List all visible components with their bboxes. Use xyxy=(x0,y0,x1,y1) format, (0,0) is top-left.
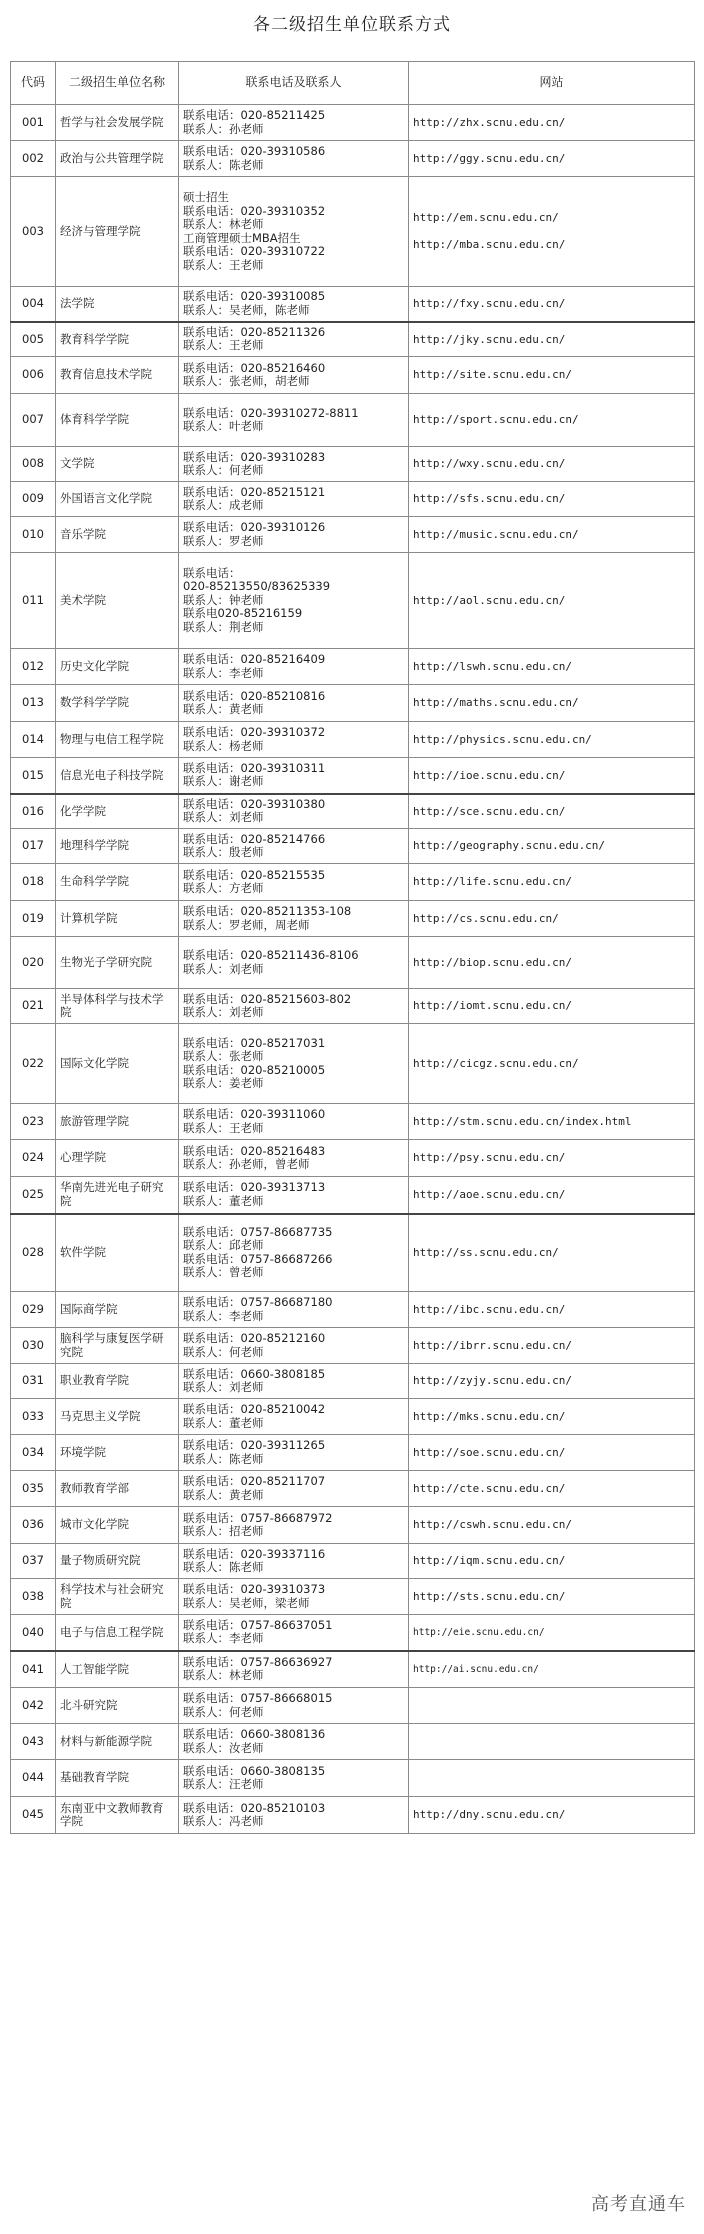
row-website: http://aoe.scnu.edu.cn/ xyxy=(409,1177,695,1214)
row-website: http://biop.scnu.edu.cn/ xyxy=(409,937,695,989)
row-website: http://em.scnu.edu.cn/ http://mba.scnu.edu.cn/ xyxy=(409,177,695,287)
header-code: 代码 xyxy=(11,62,56,105)
row-unit: 外国语言文化学院 xyxy=(56,482,179,517)
table-row xyxy=(11,901,695,937)
table-row xyxy=(11,1177,695,1214)
row-unit: 旅游管理学院 xyxy=(56,1104,179,1140)
table-row xyxy=(11,937,695,989)
table-row xyxy=(11,394,695,447)
table-row xyxy=(11,177,695,287)
table-row xyxy=(11,1615,695,1651)
row-unit: 华南先进光电子研究院 xyxy=(56,1177,179,1214)
row-unit: 脑科学与康复医学研究院 xyxy=(56,1328,179,1364)
row-code: 001 xyxy=(11,105,56,141)
row-contact: 联系电话：0757-86687180 联系人：李老师 xyxy=(179,1292,409,1328)
table-row xyxy=(11,1104,695,1140)
row-contact: 联系电话：0660-3808135 联系人：汪老师 xyxy=(179,1760,409,1797)
row-website: http://mks.scnu.edu.cn/ xyxy=(409,1399,695,1435)
row-website: http://ioe.scnu.edu.cn/ xyxy=(409,758,695,794)
row-contact: 联系电话：020-85211353-108 联系人：罗老师，周老师 xyxy=(179,901,409,937)
row-code: 042 xyxy=(11,1688,56,1724)
row-website: http://cte.scnu.edu.cn/ xyxy=(409,1471,695,1507)
row-code: 005 xyxy=(11,322,56,357)
row-code: 041 xyxy=(11,1651,56,1688)
table-row xyxy=(11,1797,695,1834)
row-website: http://wxy.scnu.edu.cn/ xyxy=(409,447,695,482)
row-contact: 联系电话：020-85216460 联系人：张老师，胡老师 xyxy=(179,357,409,394)
row-code: 044 xyxy=(11,1760,56,1797)
row-website: http://ibc.scnu.edu.cn/ xyxy=(409,1292,695,1328)
table-row xyxy=(11,1214,695,1292)
row-website: http://eie.scnu.edu.cn/ xyxy=(409,1615,695,1651)
table-row xyxy=(11,1651,695,1688)
row-contact: 联系电话：020-39310311 联系人：谢老师 xyxy=(179,758,409,794)
row-unit: 美术学院 xyxy=(56,553,179,649)
row-unit: 城市文化学院 xyxy=(56,1507,179,1544)
row-website: http://ggy.scnu.edu.cn/ xyxy=(409,141,695,177)
row-website: http://sce.scnu.edu.cn/ xyxy=(409,794,695,829)
row-unit: 数学科学学院 xyxy=(56,685,179,722)
row-code: 015 xyxy=(11,758,56,794)
row-contact: 联系电话：0757-86636927 联系人：林老师 xyxy=(179,1651,409,1688)
table-row xyxy=(11,1024,695,1104)
row-contact: 联系电话：020-39310380 联系人：刘老师 xyxy=(179,794,409,829)
row-contact: 联系电话：020-85211436-8106 联系人：刘老师 xyxy=(179,937,409,989)
row-website: http://life.scnu.edu.cn/ xyxy=(409,864,695,901)
row-code: 022 xyxy=(11,1024,56,1104)
table-row xyxy=(11,1399,695,1435)
page-title: 各二级招生单位联系方式 xyxy=(253,15,451,35)
row-unit: 化学学院 xyxy=(56,794,179,829)
row-unit: 职业教育学院 xyxy=(56,1364,179,1399)
row-unit: 文学院 xyxy=(56,447,179,482)
row-unit: 人工智能学院 xyxy=(56,1651,179,1688)
row-contact: 联系电话：020-85216409 联系人：李老师 xyxy=(179,649,409,685)
row-contact: 联系电话：020-39310272-8811 联系人：叶老师 xyxy=(179,394,409,447)
header-contact: 联系电话及联系人 xyxy=(179,62,409,105)
row-contact: 联系电话：0757-86687972 联系人：招老师 xyxy=(179,1507,409,1544)
row-contact: 联系电话：020-39310586 联系人：陈老师 xyxy=(179,141,409,177)
row-unit: 信息光电子科技学院 xyxy=(56,758,179,794)
row-contact: 联系电话：020-85210042 联系人：董老师 xyxy=(179,1399,409,1435)
row-unit: 政治与公共管理学院 xyxy=(56,141,179,177)
row-contact: 联系电话：0660-3808136 联系人：汝老师 xyxy=(179,1724,409,1760)
table-row xyxy=(11,829,695,864)
table-row xyxy=(11,322,695,357)
row-code: 043 xyxy=(11,1724,56,1760)
row-unit: 北斗研究院 xyxy=(56,1688,179,1724)
table-body xyxy=(11,105,695,1834)
row-code: 003 xyxy=(11,177,56,287)
row-unit: 法学院 xyxy=(56,287,179,322)
table-row xyxy=(11,1292,695,1328)
row-website: http://jky.scnu.edu.cn/ xyxy=(409,322,695,357)
row-contact: 联系电话：020-39310085 联系人：吴老师，陈老师 xyxy=(179,287,409,322)
row-code: 045 xyxy=(11,1797,56,1834)
row-code: 035 xyxy=(11,1471,56,1507)
row-website: http://maths.scnu.edu.cn/ xyxy=(409,685,695,722)
row-unit: 软件学院 xyxy=(56,1214,179,1292)
row-website: http://zhx.scnu.edu.cn/ xyxy=(409,105,695,141)
row-code: 019 xyxy=(11,901,56,937)
row-code: 012 xyxy=(11,649,56,685)
row-code: 036 xyxy=(11,1507,56,1544)
row-website: http://sts.scnu.edu.cn/ xyxy=(409,1579,695,1615)
row-unit: 电子与信息工程学院 xyxy=(56,1615,179,1651)
table-row xyxy=(11,649,695,685)
row-contact: 联系电话：020-85215603-802 联系人：刘老师 xyxy=(179,989,409,1024)
contacts-table xyxy=(10,61,695,1834)
table-row xyxy=(11,447,695,482)
row-code: 006 xyxy=(11,357,56,394)
watermark: 高考直通车 xyxy=(591,2194,686,2215)
row-website: http://fxy.scnu.edu.cn/ xyxy=(409,287,695,322)
row-code: 034 xyxy=(11,1435,56,1471)
row-website: http://psy.scnu.edu.cn/ xyxy=(409,1140,695,1177)
table-row xyxy=(11,1760,695,1797)
row-unit: 量子物质研究院 xyxy=(56,1544,179,1579)
row-contact: 联系电话：020-85217031 联系人：张老师 联系电话：020-85210005 联系人：姜老师 xyxy=(179,1024,409,1104)
row-website: http://physics.scnu.edu.cn/ xyxy=(409,722,695,758)
table-row xyxy=(11,482,695,517)
row-website: http://ai.scnu.edu.cn/ xyxy=(409,1651,695,1688)
row-contact: 联系电话：020-39311265 联系人：陈老师 xyxy=(179,1435,409,1471)
row-code: 007 xyxy=(11,394,56,447)
row-contact: 联系电话：020-85210816 联系人：黄老师 xyxy=(179,685,409,722)
row-unit: 经济与管理学院 xyxy=(56,177,179,287)
row-contact: 联系电话：020-85211425 联系人：孙老师 xyxy=(179,105,409,141)
table-row xyxy=(11,553,695,649)
table-row xyxy=(11,1507,695,1544)
row-unit: 东南亚中文教师教育学院 xyxy=(56,1797,179,1834)
row-contact: 联系电话：020-85212160 联系人：何老师 xyxy=(179,1328,409,1364)
row-unit: 体育科学学院 xyxy=(56,394,179,447)
row-unit: 生命科学学院 xyxy=(56,864,179,901)
table-row xyxy=(11,794,695,829)
row-code: 030 xyxy=(11,1328,56,1364)
row-website: http://sport.scnu.edu.cn/ xyxy=(409,394,695,447)
row-code: 037 xyxy=(11,1544,56,1579)
row-unit: 计算机学院 xyxy=(56,901,179,937)
row-code: 040 xyxy=(11,1615,56,1651)
row-website: http://zyjy.scnu.edu.cn/ xyxy=(409,1364,695,1399)
table-row xyxy=(11,287,695,322)
table-row xyxy=(11,1328,695,1364)
row-website: http://cs.scnu.edu.cn/ xyxy=(409,901,695,937)
row-website: http://music.scnu.edu.cn/ xyxy=(409,517,695,553)
row-code: 009 xyxy=(11,482,56,517)
row-website: http://sfs.scnu.edu.cn/ xyxy=(409,482,695,517)
row-website: http://ibrr.scnu.edu.cn/ xyxy=(409,1328,695,1364)
row-code: 017 xyxy=(11,829,56,864)
row-contact: 联系电话：020-39310373 联系人：吴老师，梁老师 xyxy=(179,1579,409,1615)
row-website: http://cswh.scnu.edu.cn/ xyxy=(409,1507,695,1544)
row-code: 004 xyxy=(11,287,56,322)
row-code: 033 xyxy=(11,1399,56,1435)
row-website: http://aol.scnu.edu.cn/ xyxy=(409,553,695,649)
row-code: 013 xyxy=(11,685,56,722)
header-website: 网站 xyxy=(409,62,695,105)
row-website: http://site.scnu.edu.cn/ xyxy=(409,357,695,394)
table-row xyxy=(11,1364,695,1399)
row-website: http://cicgz.scnu.edu.cn/ xyxy=(409,1024,695,1104)
table-row xyxy=(11,864,695,901)
row-contact: 硕士招生 联系电话：020-39310352 联系人：林老师 工商管理硕士MBA招生 联系电话：020-39310722 联系人：王老师 xyxy=(179,177,409,287)
row-contact: 联系电话：020-39310283 联系人：何老师 xyxy=(179,447,409,482)
row-unit: 心理学院 xyxy=(56,1140,179,1177)
row-contact: 联系电话：0757-86668015 联系人：何老师 xyxy=(179,1688,409,1724)
row-unit: 国际文化学院 xyxy=(56,1024,179,1104)
table-header-row xyxy=(11,62,695,105)
row-unit: 音乐学院 xyxy=(56,517,179,553)
row-contact: 联系电话： 020-85213550/83625339 联系人：钟老师 联系电020-85216159 联系人：荆老师 xyxy=(179,553,409,649)
row-contact: 联系电话：020-85215121 联系人：成老师 xyxy=(179,482,409,517)
row-unit: 国际商学院 xyxy=(56,1292,179,1328)
row-contact: 联系电话：0757-86637051 联系人：李老师 xyxy=(179,1615,409,1651)
row-code: 024 xyxy=(11,1140,56,1177)
row-unit: 物理与电信工程学院 xyxy=(56,722,179,758)
row-unit: 哲学与社会发展学院 xyxy=(56,105,179,141)
table-row xyxy=(11,1579,695,1615)
row-website xyxy=(409,1688,695,1724)
row-code: 014 xyxy=(11,722,56,758)
row-unit: 基础教育学院 xyxy=(56,1760,179,1797)
row-contact: 联系电话：0660-3808185 联系人：刘老师 xyxy=(179,1364,409,1399)
row-website xyxy=(409,1760,695,1797)
table-row xyxy=(11,989,695,1024)
row-website: http://geography.scnu.edu.cn/ xyxy=(409,829,695,864)
row-unit: 环境学院 xyxy=(56,1435,179,1471)
row-code: 023 xyxy=(11,1104,56,1140)
row-code: 028 xyxy=(11,1214,56,1292)
row-contact: 联系电话：020-85211707 联系人：黄老师 xyxy=(179,1471,409,1507)
row-website: http://iomt.scnu.edu.cn/ xyxy=(409,989,695,1024)
row-code: 011 xyxy=(11,553,56,649)
row-code: 010 xyxy=(11,517,56,553)
row-unit: 生物光子学研究院 xyxy=(56,937,179,989)
row-unit: 半导体科学与技术学院 xyxy=(56,989,179,1024)
row-code: 018 xyxy=(11,864,56,901)
row-code: 031 xyxy=(11,1364,56,1399)
table-row xyxy=(11,1724,695,1760)
row-contact: 联系电话：020-85216483 联系人：孙老师，曾老师 xyxy=(179,1140,409,1177)
row-code: 029 xyxy=(11,1292,56,1328)
row-unit: 教育科学学院 xyxy=(56,322,179,357)
row-unit: 教育信息技术学院 xyxy=(56,357,179,394)
row-unit: 马克思主义学院 xyxy=(56,1399,179,1435)
row-contact: 联系电话：020-85214766 联系人：殷老师 xyxy=(179,829,409,864)
header-unit: 二级招生单位名称 xyxy=(56,62,179,105)
table-row xyxy=(11,1544,695,1579)
row-contact: 联系电话：020-85210103 联系人：冯老师 xyxy=(179,1797,409,1834)
table-row xyxy=(11,1688,695,1724)
table-row xyxy=(11,1435,695,1471)
row-website: http://ss.scnu.edu.cn/ xyxy=(409,1214,695,1292)
row-contact: 联系电话：020-39337116 联系人：陈老师 xyxy=(179,1544,409,1579)
row-website xyxy=(409,1724,695,1760)
row-unit: 材料与新能源学院 xyxy=(56,1724,179,1760)
row-website: http://lswh.scnu.edu.cn/ xyxy=(409,649,695,685)
row-unit: 教师教育学部 xyxy=(56,1471,179,1507)
table-row xyxy=(11,105,695,141)
table-row xyxy=(11,758,695,794)
row-contact: 联系电话：020-39313713 联系人：董老师 xyxy=(179,1177,409,1214)
row-code: 021 xyxy=(11,989,56,1024)
row-website: http://soe.scnu.edu.cn/ xyxy=(409,1435,695,1471)
row-contact: 联系电话：020-39310126 联系人：罗老师 xyxy=(179,517,409,553)
row-code: 002 xyxy=(11,141,56,177)
table-row xyxy=(11,141,695,177)
row-contact: 联系电话：0757-86687735 联系人：邱老师 联系电话：0757-86687266 联系人：曾老师 xyxy=(179,1214,409,1292)
table-row xyxy=(11,517,695,553)
table-row xyxy=(11,357,695,394)
table-row xyxy=(11,685,695,722)
table-row xyxy=(11,1471,695,1507)
row-contact: 联系电话：020-39311060 联系人：王老师 xyxy=(179,1104,409,1140)
row-website: http://iqm.scnu.edu.cn/ xyxy=(409,1544,695,1579)
row-website: http://dny.scnu.edu.cn/ xyxy=(409,1797,695,1834)
table-row xyxy=(11,722,695,758)
row-contact: 联系电话：020-85215535 联系人：方老师 xyxy=(179,864,409,901)
row-code: 016 xyxy=(11,794,56,829)
row-contact: 联系电话：020-85211326 联系人：王老师 xyxy=(179,322,409,357)
row-code: 020 xyxy=(11,937,56,989)
row-unit: 科学技术与社会研究院 xyxy=(56,1579,179,1615)
row-code: 008 xyxy=(11,447,56,482)
row-contact: 联系电话：020-39310372 联系人：杨老师 xyxy=(179,722,409,758)
table-row xyxy=(11,1140,695,1177)
row-unit: 历史文化学院 xyxy=(56,649,179,685)
row-website: http://stm.scnu.edu.cn/index.html xyxy=(409,1104,695,1140)
row-code: 038 xyxy=(11,1579,56,1615)
row-unit: 地理科学学院 xyxy=(56,829,179,864)
row-code: 025 xyxy=(11,1177,56,1214)
